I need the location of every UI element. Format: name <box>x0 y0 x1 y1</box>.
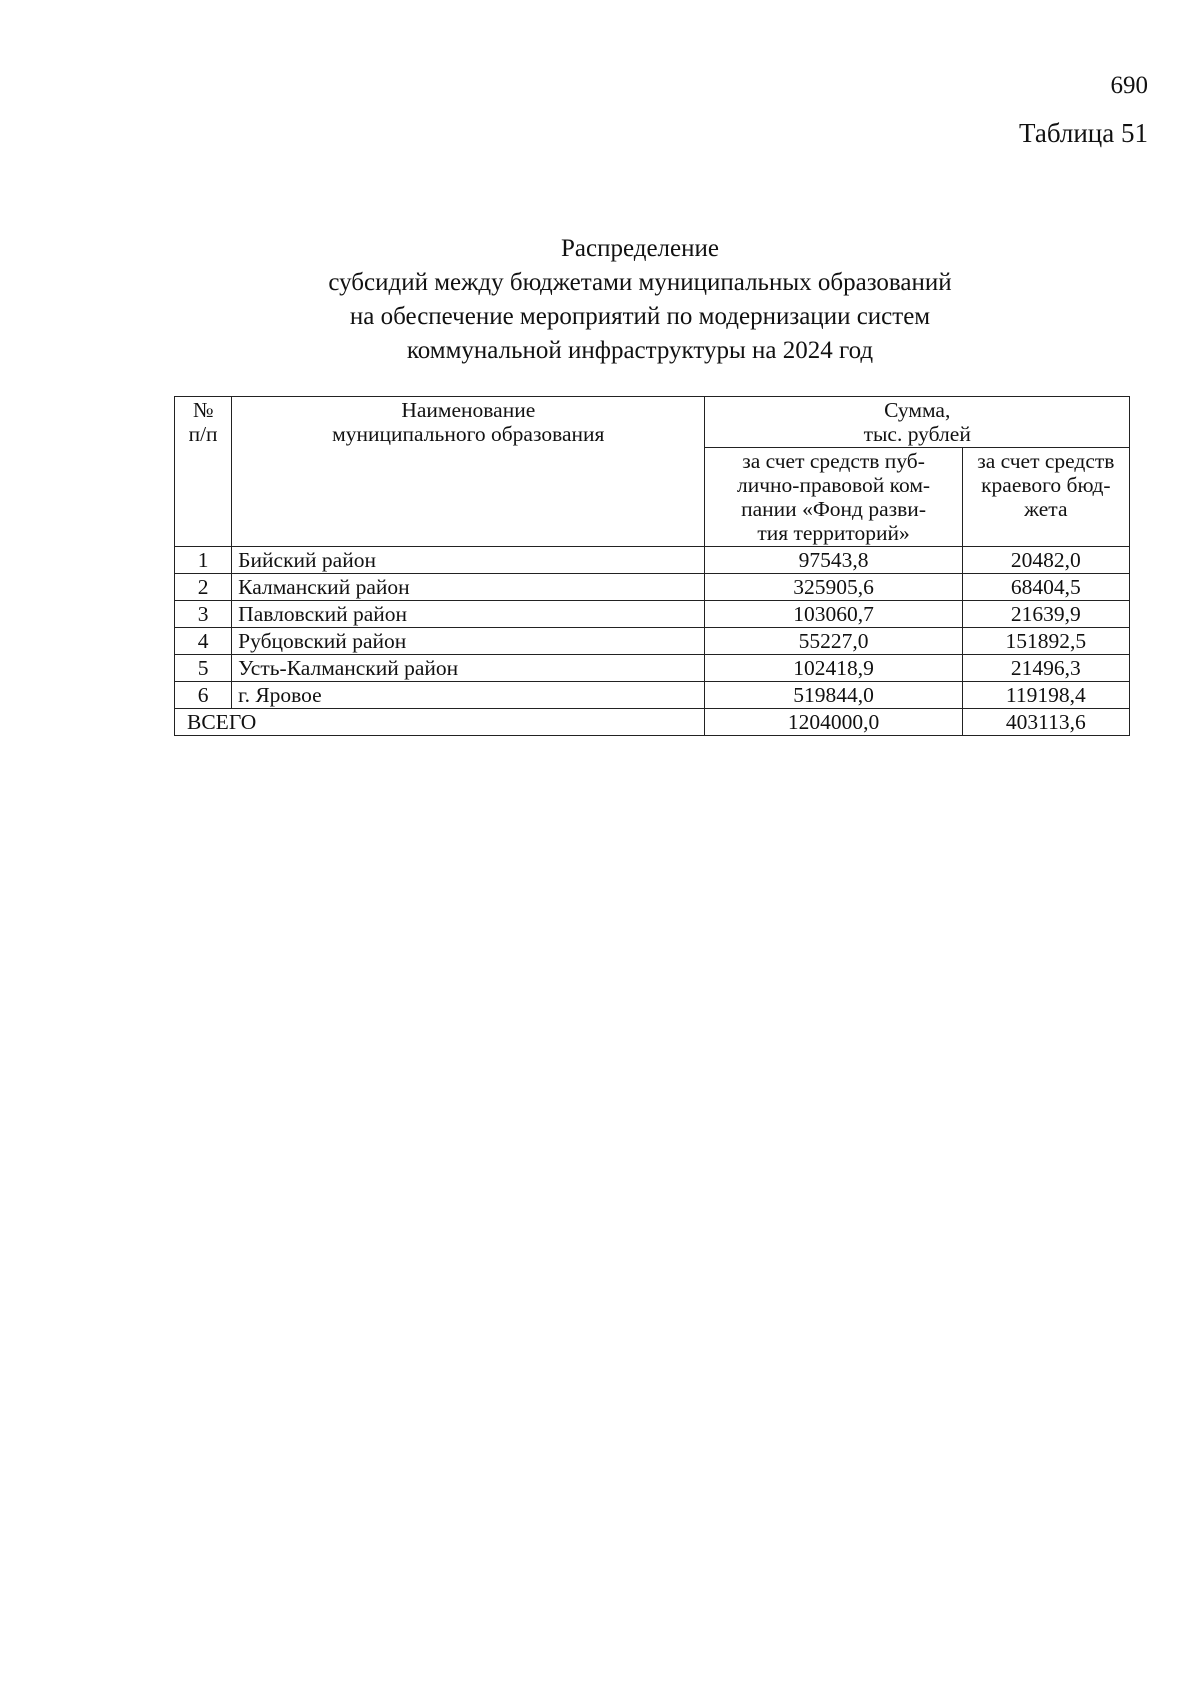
amount-federal: 103060,7 <box>705 601 962 628</box>
total-federal: 1204000,0 <box>705 709 962 736</box>
table-row <box>175 628 1130 655</box>
total-regional: 403113,6 <box>962 709 1129 736</box>
table-row <box>175 682 1130 709</box>
header-municipality: Наименование муниципального образования <box>232 397 705 547</box>
table-row <box>175 655 1130 682</box>
municipality-name: Павловский район <box>232 601 705 628</box>
row-number: 3 <box>175 601 232 628</box>
table-header-row <box>175 397 1130 448</box>
table-row <box>175 601 1130 628</box>
municipality-name: Калманский район <box>232 574 705 601</box>
table-row <box>175 574 1130 601</box>
amount-regional: 68404,5 <box>962 574 1129 601</box>
distribution-table <box>174 396 1130 736</box>
amount-federal: 97543,8 <box>705 547 962 574</box>
row-number: 2 <box>175 574 232 601</box>
row-number: 1 <box>175 547 232 574</box>
municipality-name: Усть-Калманский район <box>232 655 705 682</box>
table-row <box>175 547 1130 574</box>
amount-regional: 20482,0 <box>962 547 1129 574</box>
amount-regional: 21639,9 <box>962 601 1129 628</box>
header-regional-budget: за счет средств краевого бюд- жета <box>962 448 1129 547</box>
municipality-name: Бийский район <box>232 547 705 574</box>
table-label: Таблица 51 <box>1019 118 1148 148</box>
title-line: на обеспечение мероприятий по модернизации систем <box>349 303 931 330</box>
amount-federal: 102418,9 <box>705 655 962 682</box>
amount-regional: 151892,5 <box>962 628 1129 655</box>
amount-regional: 119198,4 <box>962 682 1129 709</box>
municipality-name: г. Яровое <box>232 682 705 709</box>
row-number: 4 <box>175 628 232 655</box>
row-number: 5 <box>175 655 232 682</box>
title-line: коммунальной инфраструктуры на 2024 год <box>406 337 874 364</box>
amount-federal: 55227,0 <box>705 628 962 655</box>
amount-regional: 21496,3 <box>962 655 1129 682</box>
row-number: 6 <box>175 682 232 709</box>
amount-federal: 325905,6 <box>705 574 962 601</box>
title-line: субсидий между бюджетами муниципальных образований <box>328 269 952 296</box>
total-row <box>175 709 1130 736</box>
header-sum: Сумма, тыс. рублей <box>705 397 1130 448</box>
title-line: Распределение <box>561 235 719 262</box>
amount-federal: 519844,0 <box>705 682 962 709</box>
header-federal-fund: за счет средств пуб- лично-правовой ком- пании «Фонд разви- тия территорий» <box>705 448 962 547</box>
page-number: 690 <box>1110 72 1148 99</box>
total-label: ВСЕГО <box>175 709 705 736</box>
document-title <box>230 232 1050 368</box>
municipality-name: Рубцовский район <box>232 628 705 655</box>
header-number: № п/п <box>175 397 232 547</box>
